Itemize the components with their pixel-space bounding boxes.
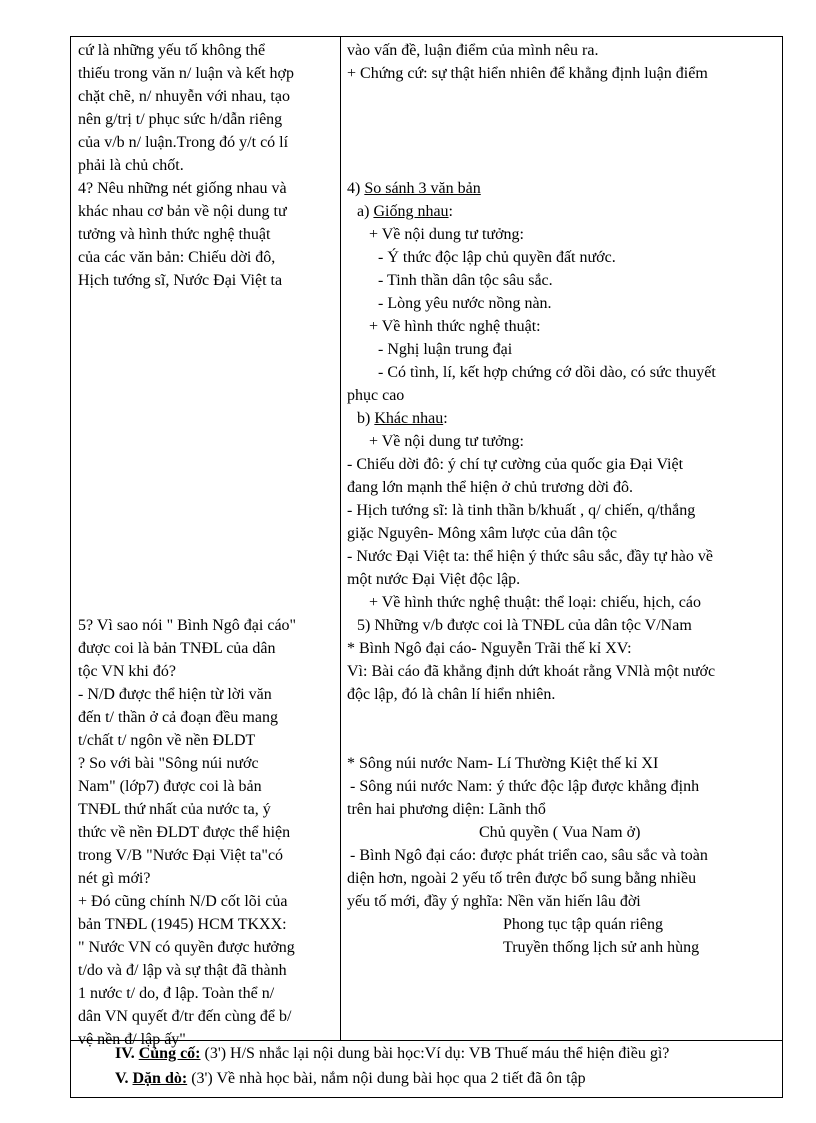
left-line: 1 nước t/ do, đ lập. Toàn thể n/: [78, 985, 275, 1002]
right-line: diện hơn, ngoài 2 yếu tố trên được bổ sung bằng nhiều: [347, 870, 697, 887]
right-line: độc lập, đó là chân lí hiển nhiên.: [347, 686, 556, 703]
left-line: của v/b n/ luận.Trong đó y/t có lí: [78, 134, 289, 151]
left-line: - N/D được thể hiện từ lời văn: [78, 686, 272, 703]
right-line: một nước Đại Việt độc lập.: [347, 571, 521, 588]
left-line: Hịch tướng sĩ, Nước Đại Việt ta: [78, 272, 283, 289]
left-line: tộc VN khi đó?: [78, 663, 176, 680]
right-line: + Về nội dung tư tưởng:: [369, 433, 524, 450]
left-line: Nam" (lớp7) được coi là bản: [78, 778, 262, 795]
section-5-heading: 5) Những v/b được coi là TNĐL của dân tộc V/Nam: [357, 617, 692, 634]
right-line: + Về hình thức nghệ thuật: thể loại: chiếu, hịch, cáo: [369, 594, 701, 611]
sub-question: ? So với bài "Sông núi nước: [78, 755, 259, 772]
right-line: - Bình Ngô đại cáo: được phát triển cao, sâu sắc và toàn: [350, 847, 708, 864]
right-line: + Về nội dung tư tưởng:: [369, 226, 524, 243]
question-4: 4? Nêu những nét giống nhau và: [78, 180, 287, 197]
question-5: 5? Vì sao nói " Bình Ngô đại cáo": [78, 617, 297, 634]
left-line: phải là chủ chốt.: [78, 157, 184, 174]
left-line: được coi là bản TNĐL của dân: [78, 640, 276, 657]
right-line: Truyền thống lịch sử anh hùng: [503, 939, 700, 956]
right-line: + Về hình thức nghệ thuật:: [369, 318, 541, 335]
right-line: phục cao: [347, 387, 405, 404]
right-line: - Có tình, lí, kết hợp chứng cớ dồi dào, có sức thuyết: [378, 364, 716, 381]
left-line: TNĐL thứ nhất của nước ta, ý: [78, 801, 271, 818]
section-4-heading: 4) So sánh 3 văn bản: [347, 180, 481, 197]
right-line: * Bình Ngô đại cáo- Nguyễn Trãi thế kỉ XV:: [347, 640, 632, 657]
right-line: trên hai phương diện: Lãnh thổ: [347, 801, 546, 818]
homework-line: V. Dặn dò: (3') Về nhà học bài, nắm nội dung bài học qua 2 tiết đã ôn tập: [115, 1070, 586, 1087]
right-line: vào vấn đề, luận điểm của mình nêu ra.: [347, 42, 599, 59]
left-line: thiếu trong văn n/ luận và kết hợp: [78, 65, 294, 82]
right-line: - Ý thức độc lập chủ quyền đất nước.: [378, 249, 616, 266]
left-line: nên g/trị t/ phục sức h/dẫn riêng: [78, 111, 283, 128]
lesson-table: [70, 36, 783, 1098]
right-line: - Nghị luận trung đại: [378, 341, 513, 358]
left-line: t/chất t/ ngôn về nền ĐLDT: [78, 732, 256, 749]
right-line: Phong tục tập quán riêng: [503, 916, 663, 933]
right-line: * Sông núi nước Nam- Lí Thường Kiệt thế kỉ XI: [347, 755, 659, 772]
right-line: - Tinh thần dân tộc sâu sắc.: [378, 272, 553, 289]
left-line: cứ là những yếu tố không thể: [78, 42, 266, 59]
differences-heading: b) Khác nhau:: [357, 410, 448, 427]
column-divider: [340, 37, 341, 1040]
left-line: thức về nền ĐLDT được thể hiện: [78, 824, 291, 841]
right-line: yếu tố mới, đầy ý nghĩa: Nền văn hiến lâu đời: [347, 893, 641, 910]
left-line: t/do và đ/ lập và sự thật đã thành: [78, 962, 287, 979]
right-line: giặc Nguyên- Mông xâm lược của dân tộc: [347, 525, 617, 542]
left-line: của các văn bản: Chiếu dời đô,: [78, 249, 276, 266]
right-line: - Nước Đại Việt ta: thể hiện ý thức sâu sắc, đầy tự hào về: [347, 548, 713, 565]
left-line: vệ nền đ/ lập ấy": [78, 1031, 186, 1048]
left-line: khác nhau cơ bản về nội dung tư: [78, 203, 287, 220]
right-line: + Chứng cứ: sự thật hiển nhiên để khẳng định luận điểm: [347, 65, 708, 82]
left-line: dân VN quyết đ/tr đến cùng để b/: [78, 1008, 292, 1025]
right-line: Vì: Bài cáo đã khẳng định dứt khoát rằng VNlà một nước: [347, 663, 716, 680]
right-line: - Lòng yêu nước nồng nàn.: [378, 295, 552, 312]
right-line: - Sông núi nước Nam: ý thức độc lập được khẳng định: [350, 778, 700, 795]
right-line: đang lớn mạnh thể hiện ở chủ trương dời đô.: [347, 479, 634, 496]
consolidation-line: IV. Củng cố: (3') H/S nhắc lại nội dung bài học:Ví dụ: VB Thuế máu thể hiện điều gì?: [115, 1045, 670, 1062]
left-line: bản TNĐL (1945) HCM TKXX:: [78, 916, 287, 933]
right-line: - Chiếu dời đô: ý chí tự cường của quốc gia Đại Việt: [347, 456, 684, 473]
left-line: + Đó cũng chính N/D cốt lõi của: [78, 893, 288, 910]
similarities-heading: a) Giống nhau:: [357, 203, 453, 220]
left-line: nét gì mới?: [78, 870, 151, 887]
left-line: chặt chẽ, n/ nhuyễn với nhau, tạo: [78, 88, 290, 105]
left-line: đến t/ thần ở cả đoạn đều mang: [78, 709, 278, 726]
left-line: tưởng và hình thức nghệ thuật: [78, 226, 271, 243]
left-line: trong V/B "Nước Đại Việt ta"có: [78, 847, 284, 864]
left-line: " Nước VN có quyền được hưởng: [78, 939, 295, 956]
right-line: Chủ quyền ( Vua Nam ở): [479, 824, 641, 841]
right-line: - Hịch tướng sĩ: là tinh thần b/khuất , q/ chiến, q/thắng: [347, 502, 696, 519]
